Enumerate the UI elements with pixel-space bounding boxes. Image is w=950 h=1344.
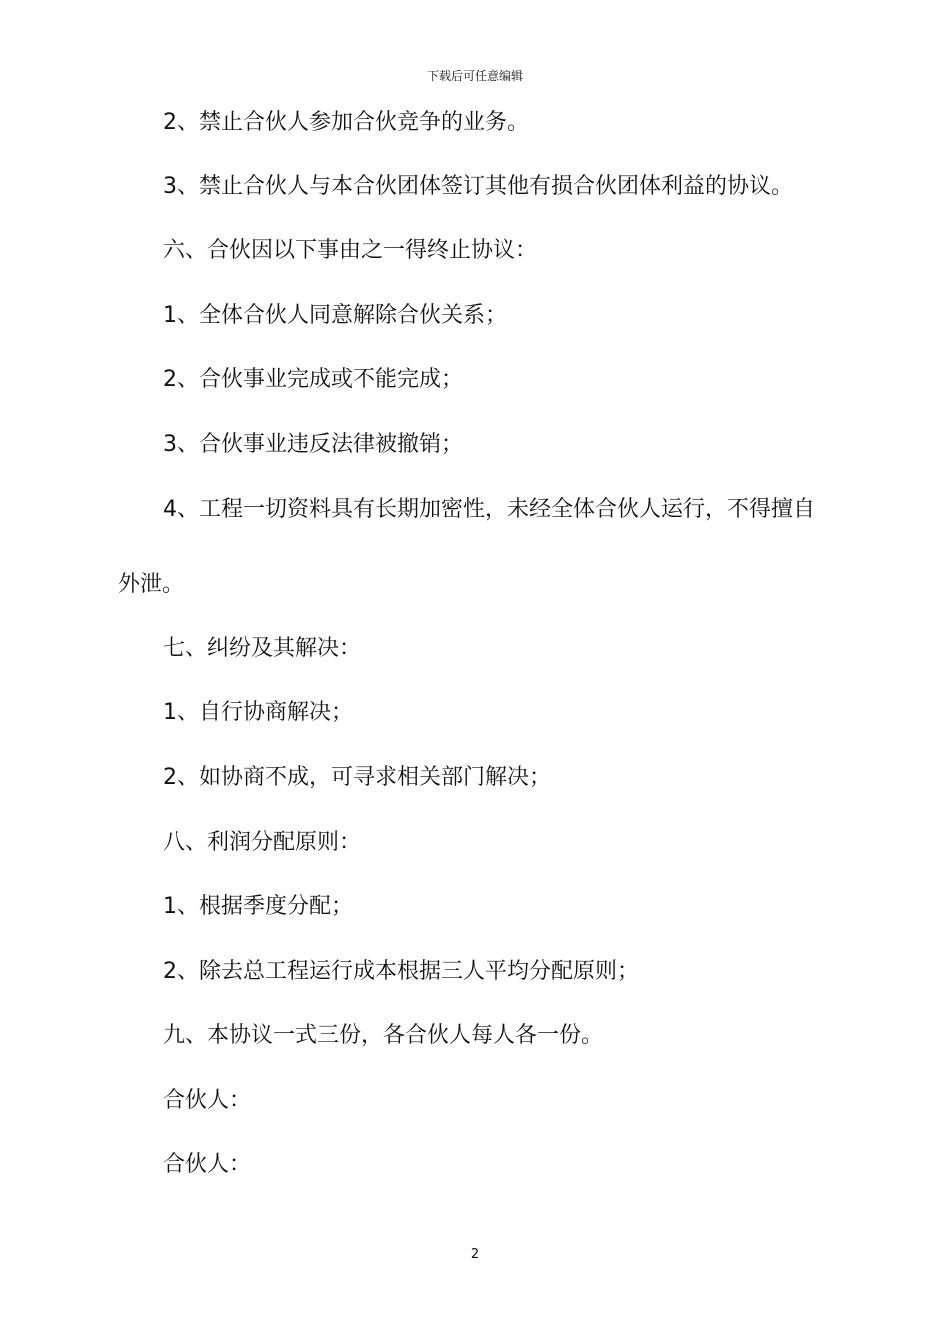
signature-label: 合伙人： <box>163 1152 252 1177</box>
clause-line: 1、全体合伙人同意解除合伙关系； <box>163 303 507 328</box>
signature-label: 合伙人： <box>163 1088 252 1113</box>
clause-line: 1、根据季度分配； <box>163 894 353 919</box>
clause-line: 2、禁止合伙人参加合伙竞争的业务。 <box>163 110 529 135</box>
section-heading: 八、利润分配原则： <box>163 830 362 855</box>
clause-line-continuation: 外泄。 <box>118 572 185 597</box>
clause-line: 1、自行协商解决； <box>163 700 353 725</box>
clause-line: 2、合伙事业完成或不能完成； <box>163 367 463 392</box>
section-heading: 六、合伙因以下事由之一得终止协议： <box>163 238 538 263</box>
page-header: 下载后可任意编辑 <box>426 69 523 83</box>
clause-line: 2、除去总工程运行成本根据三人平均分配原则； <box>163 959 639 984</box>
clause-line: 2、如协商不成，可寻求相关部门解决； <box>163 765 551 790</box>
clause-line: 4、工程一切资料具有长期加密性，未经全体合伙人运行，不得擅自 <box>163 497 815 522</box>
page-number: 2 <box>470 1247 480 1262</box>
clause-line: 3、禁止合伙人与本合伙团体签订其他有损合伙团体利益的协议。 <box>163 174 793 199</box>
section-heading: 九、本协议一式三份，各合伙人每人各一份。 <box>163 1023 604 1048</box>
section-heading: 七、纠纷及其解决： <box>163 636 362 661</box>
clause-line: 3、合伙事业违反法律被撤销； <box>163 432 463 457</box>
